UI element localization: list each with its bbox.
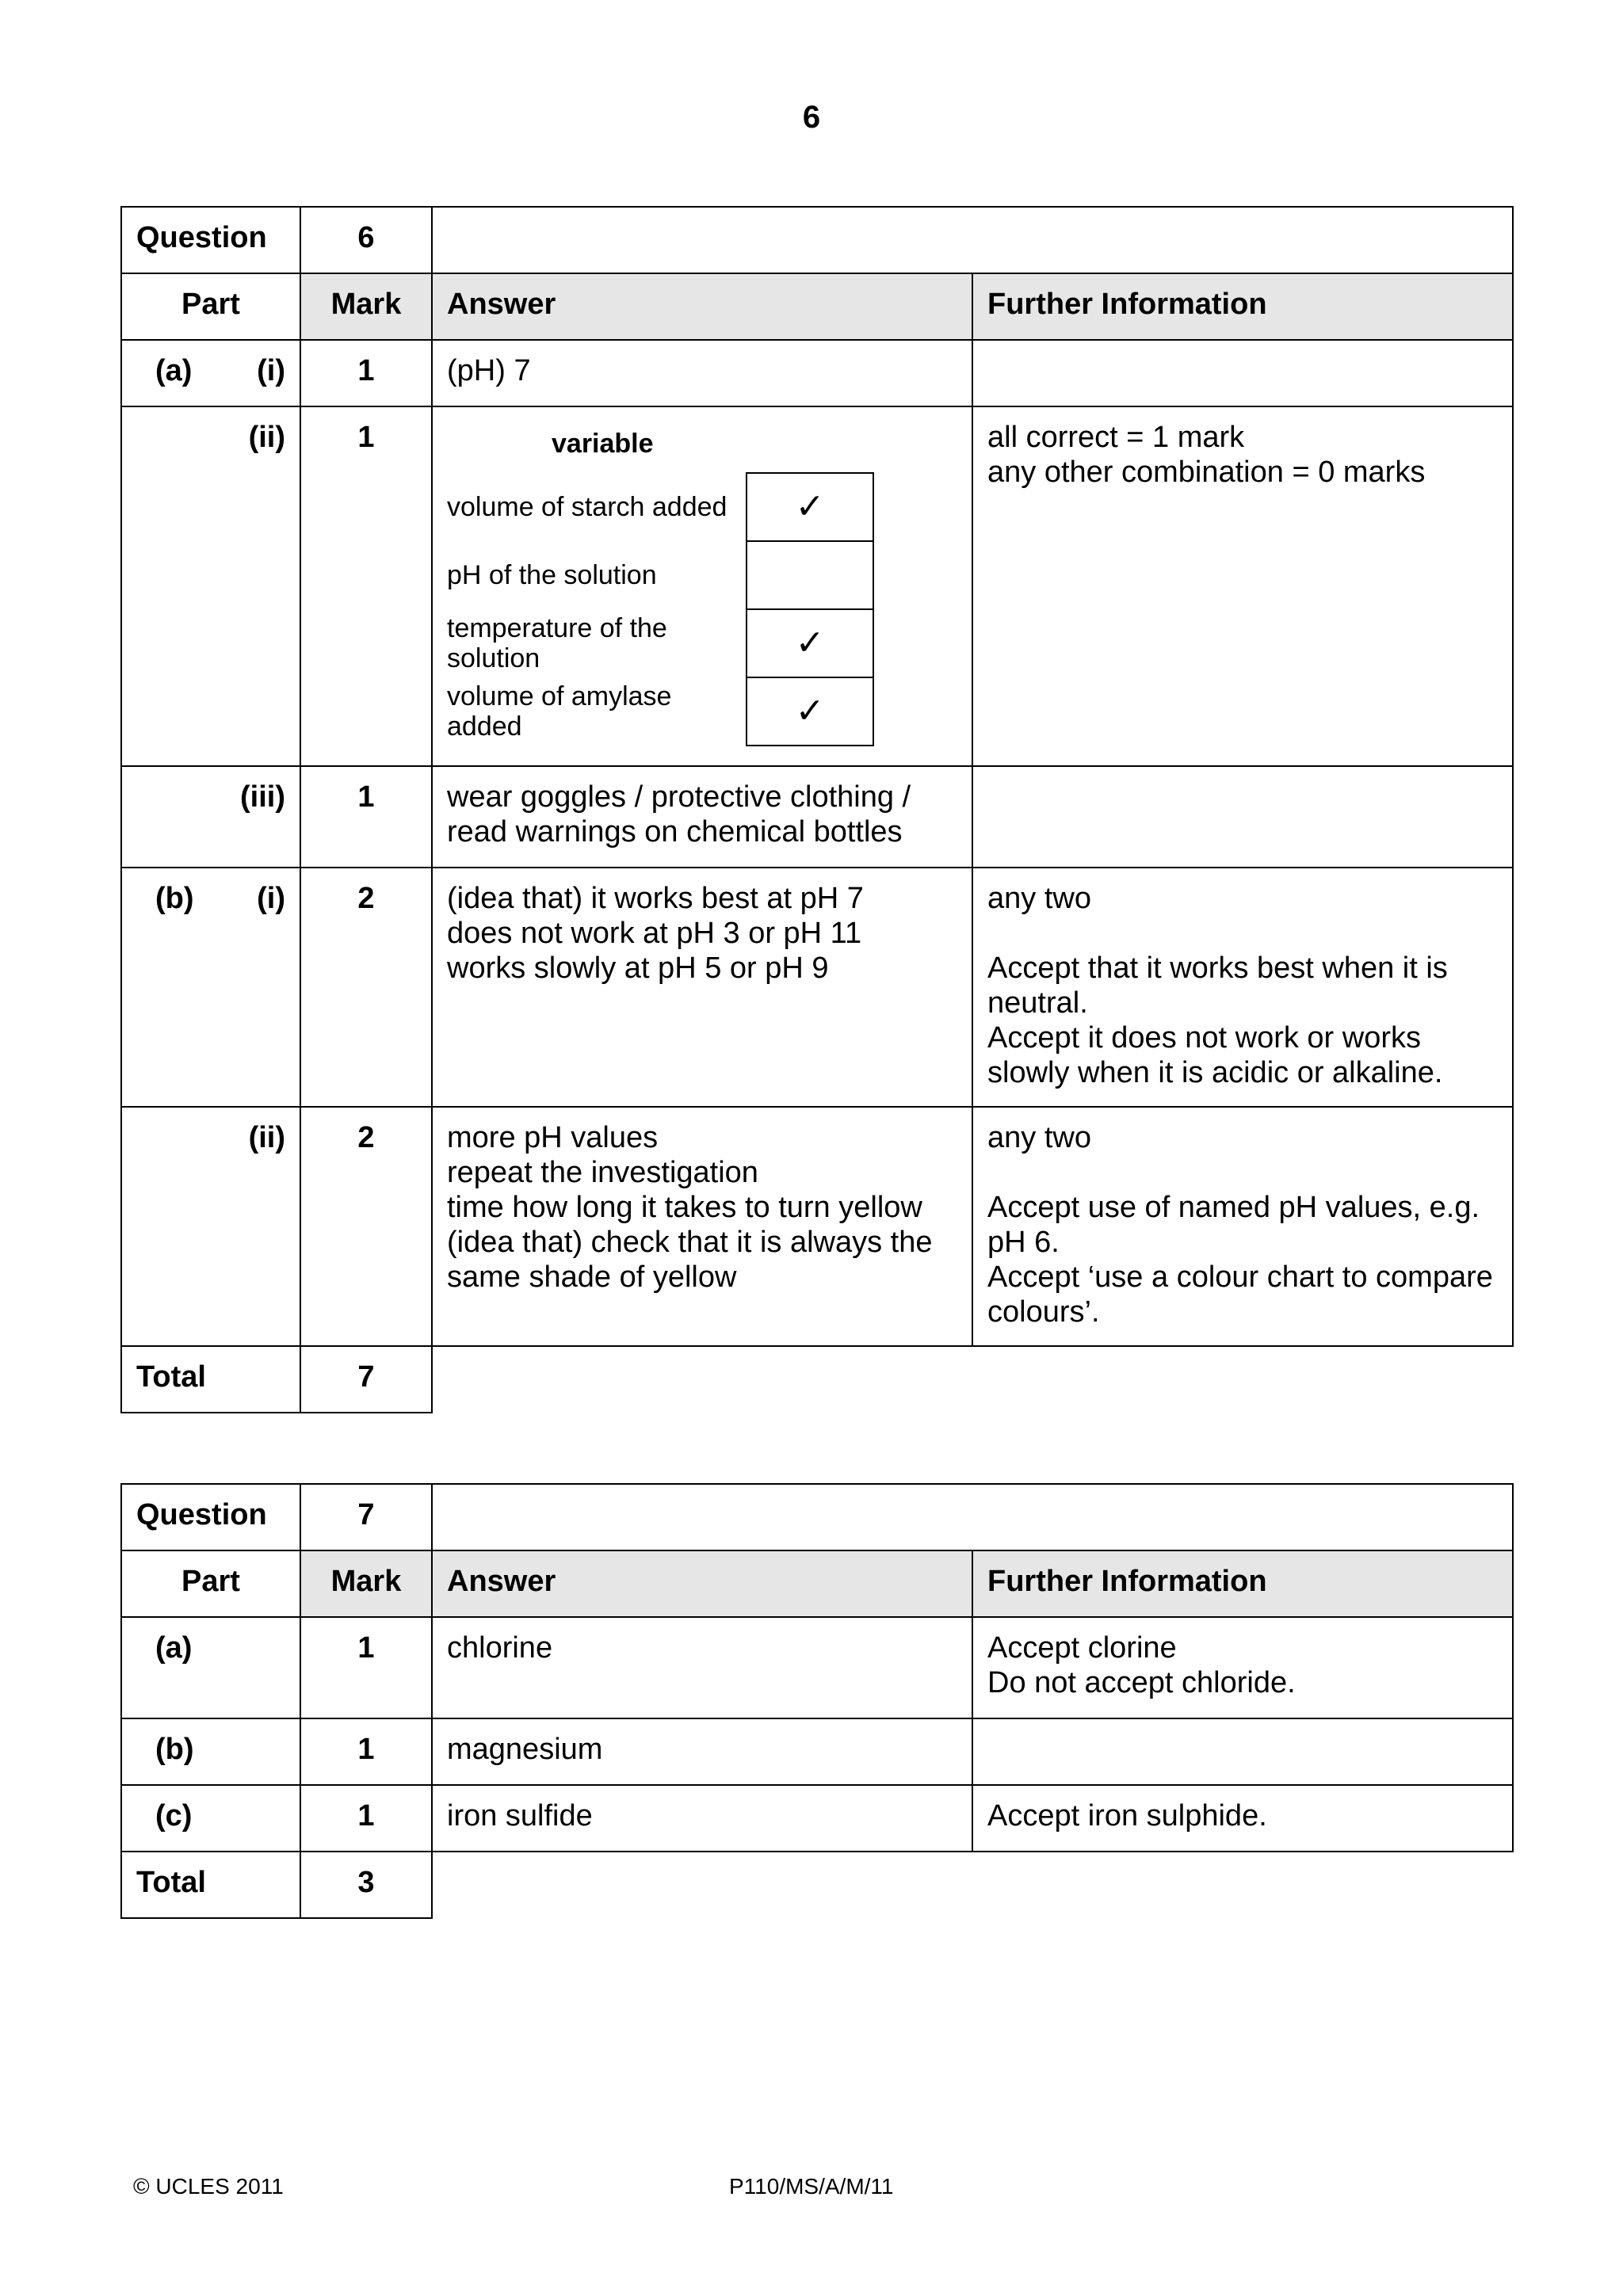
part-cell <box>121 1107 300 1346</box>
question-label: Question <box>121 207 300 273</box>
info-cell <box>972 1718 1513 1785</box>
question-6-table <box>120 206 1514 1413</box>
row-a-i <box>121 340 1513 406</box>
variable-label: volume of starch added <box>447 492 727 522</box>
check-box: ✓ <box>747 609 873 677</box>
variable-label: temperature of the solution <box>447 613 667 673</box>
answer-cell: wear goggles / protective clothing / read warnings on chemical bottles <box>432 766 972 868</box>
subpart-label: (ii) <box>248 1121 285 1154</box>
answer-cell: more pH values repeat the investigation time how long it takes to turn yellow (idea that) check that it is always the same shade of yellow <box>432 1107 972 1346</box>
total-value: 7 <box>300 1346 432 1413</box>
subpart-label: (ii) <box>248 421 285 454</box>
subpart-label: (iii) <box>240 780 285 814</box>
question-blank-cell <box>432 1484 1513 1550</box>
subpart-label: (i) <box>257 882 285 915</box>
total-row <box>121 1346 1513 1413</box>
page-number: 6 <box>802 100 821 135</box>
row-b-ii <box>121 1107 1513 1346</box>
question-blank-cell <box>432 207 1513 273</box>
subpart-label: (i) <box>257 354 285 387</box>
mark-value: 2 <box>300 1107 432 1346</box>
answer-header: Answer <box>432 273 972 340</box>
info-cell: Accept iron sulphide. <box>972 1785 1513 1852</box>
total-label: Total <box>121 1852 300 1918</box>
question-number: 7 <box>300 1484 432 1550</box>
further-info-header: Further Information <box>972 1550 1513 1617</box>
footer-copyright: © UCLES 2011 <box>133 2174 284 2199</box>
variable-row <box>447 541 873 609</box>
info-cell <box>972 340 1513 406</box>
part-label: (c) <box>155 1799 193 1833</box>
answer-cell: magnesium <box>432 1718 972 1785</box>
part-header: Part <box>121 1550 300 1617</box>
part-cell <box>121 766 300 868</box>
part-cell <box>121 340 300 406</box>
answer-cell: chlorine <box>432 1617 972 1718</box>
variable-row <box>447 609 873 677</box>
check-box: ✓ <box>747 473 873 541</box>
variable-row <box>447 473 873 541</box>
info-cell <box>972 766 1513 868</box>
total-row <box>121 1852 1513 1918</box>
part-cell <box>121 1718 300 1785</box>
footer-document-code: P110/MS/A/M/11 <box>729 2174 894 2199</box>
info-cell: any two Accept that it works best when it is neutral. Accept it does not work or works slowly when it is acidic or alkaline. <box>972 868 1513 1107</box>
row-b <box>121 1718 1513 1785</box>
row-a-iii <box>121 766 1513 868</box>
variable-check-table <box>447 472 874 746</box>
row-c <box>121 1785 1513 1852</box>
row-a-ii <box>121 406 1513 766</box>
info-cell: Accept clorine Do not accept chloride. <box>972 1617 1513 1718</box>
part-cell <box>121 1785 300 1852</box>
part-cell <box>121 406 300 766</box>
part-label: (b) <box>155 882 194 915</box>
question-label: Question <box>121 1484 300 1550</box>
variable-heading: variable <box>552 429 654 459</box>
question-7-table <box>120 1483 1514 1919</box>
mark-header: Mark <box>300 273 432 340</box>
part-cell <box>121 868 300 1107</box>
part-header: Part <box>121 273 300 340</box>
row-a <box>121 1617 1513 1718</box>
mark-value: 1 <box>300 406 432 766</box>
variable-label: pH of the solution <box>447 560 657 590</box>
mark-value: 1 <box>300 340 432 406</box>
check-box <box>747 541 873 609</box>
total-value: 3 <box>300 1852 432 1918</box>
answer-cell: (pH) 7 <box>432 340 972 406</box>
info-cell: any two Accept use of named pH values, e.g. pH 6. Accept ‘use a colour chart to compare colours’. <box>972 1107 1513 1346</box>
mark-value: 1 <box>300 1718 432 1785</box>
answer-header: Answer <box>432 1550 972 1617</box>
info-cell: all correct = 1 mark any other combination = 0 marks <box>972 406 1513 766</box>
further-info-header: Further Information <box>972 273 1513 340</box>
variable-row <box>447 677 873 746</box>
part-label: (a) <box>155 354 193 387</box>
question-number: 6 <box>300 207 432 273</box>
mark-value: 1 <box>300 1617 432 1718</box>
check-box: ✓ <box>747 677 873 746</box>
part-label: (b) <box>155 1733 194 1766</box>
answer-cell: (idea that) it works best at pH 7 does not work at pH 3 or pH 11 works slowly at pH 5 or pH 9 <box>432 868 972 1107</box>
answer-cell: iron sulfide <box>432 1785 972 1852</box>
mark-header: Mark <box>300 1550 432 1617</box>
answer-cell <box>432 406 972 766</box>
total-label: Total <box>121 1346 300 1413</box>
variable-label: volume of amylase added <box>447 681 672 742</box>
mark-value: 1 <box>300 766 432 868</box>
row-b-i <box>121 868 1513 1107</box>
mark-value: 1 <box>300 1785 432 1852</box>
part-cell <box>121 1617 300 1718</box>
part-label: (a) <box>155 1631 193 1665</box>
mark-value: 2 <box>300 868 432 1107</box>
